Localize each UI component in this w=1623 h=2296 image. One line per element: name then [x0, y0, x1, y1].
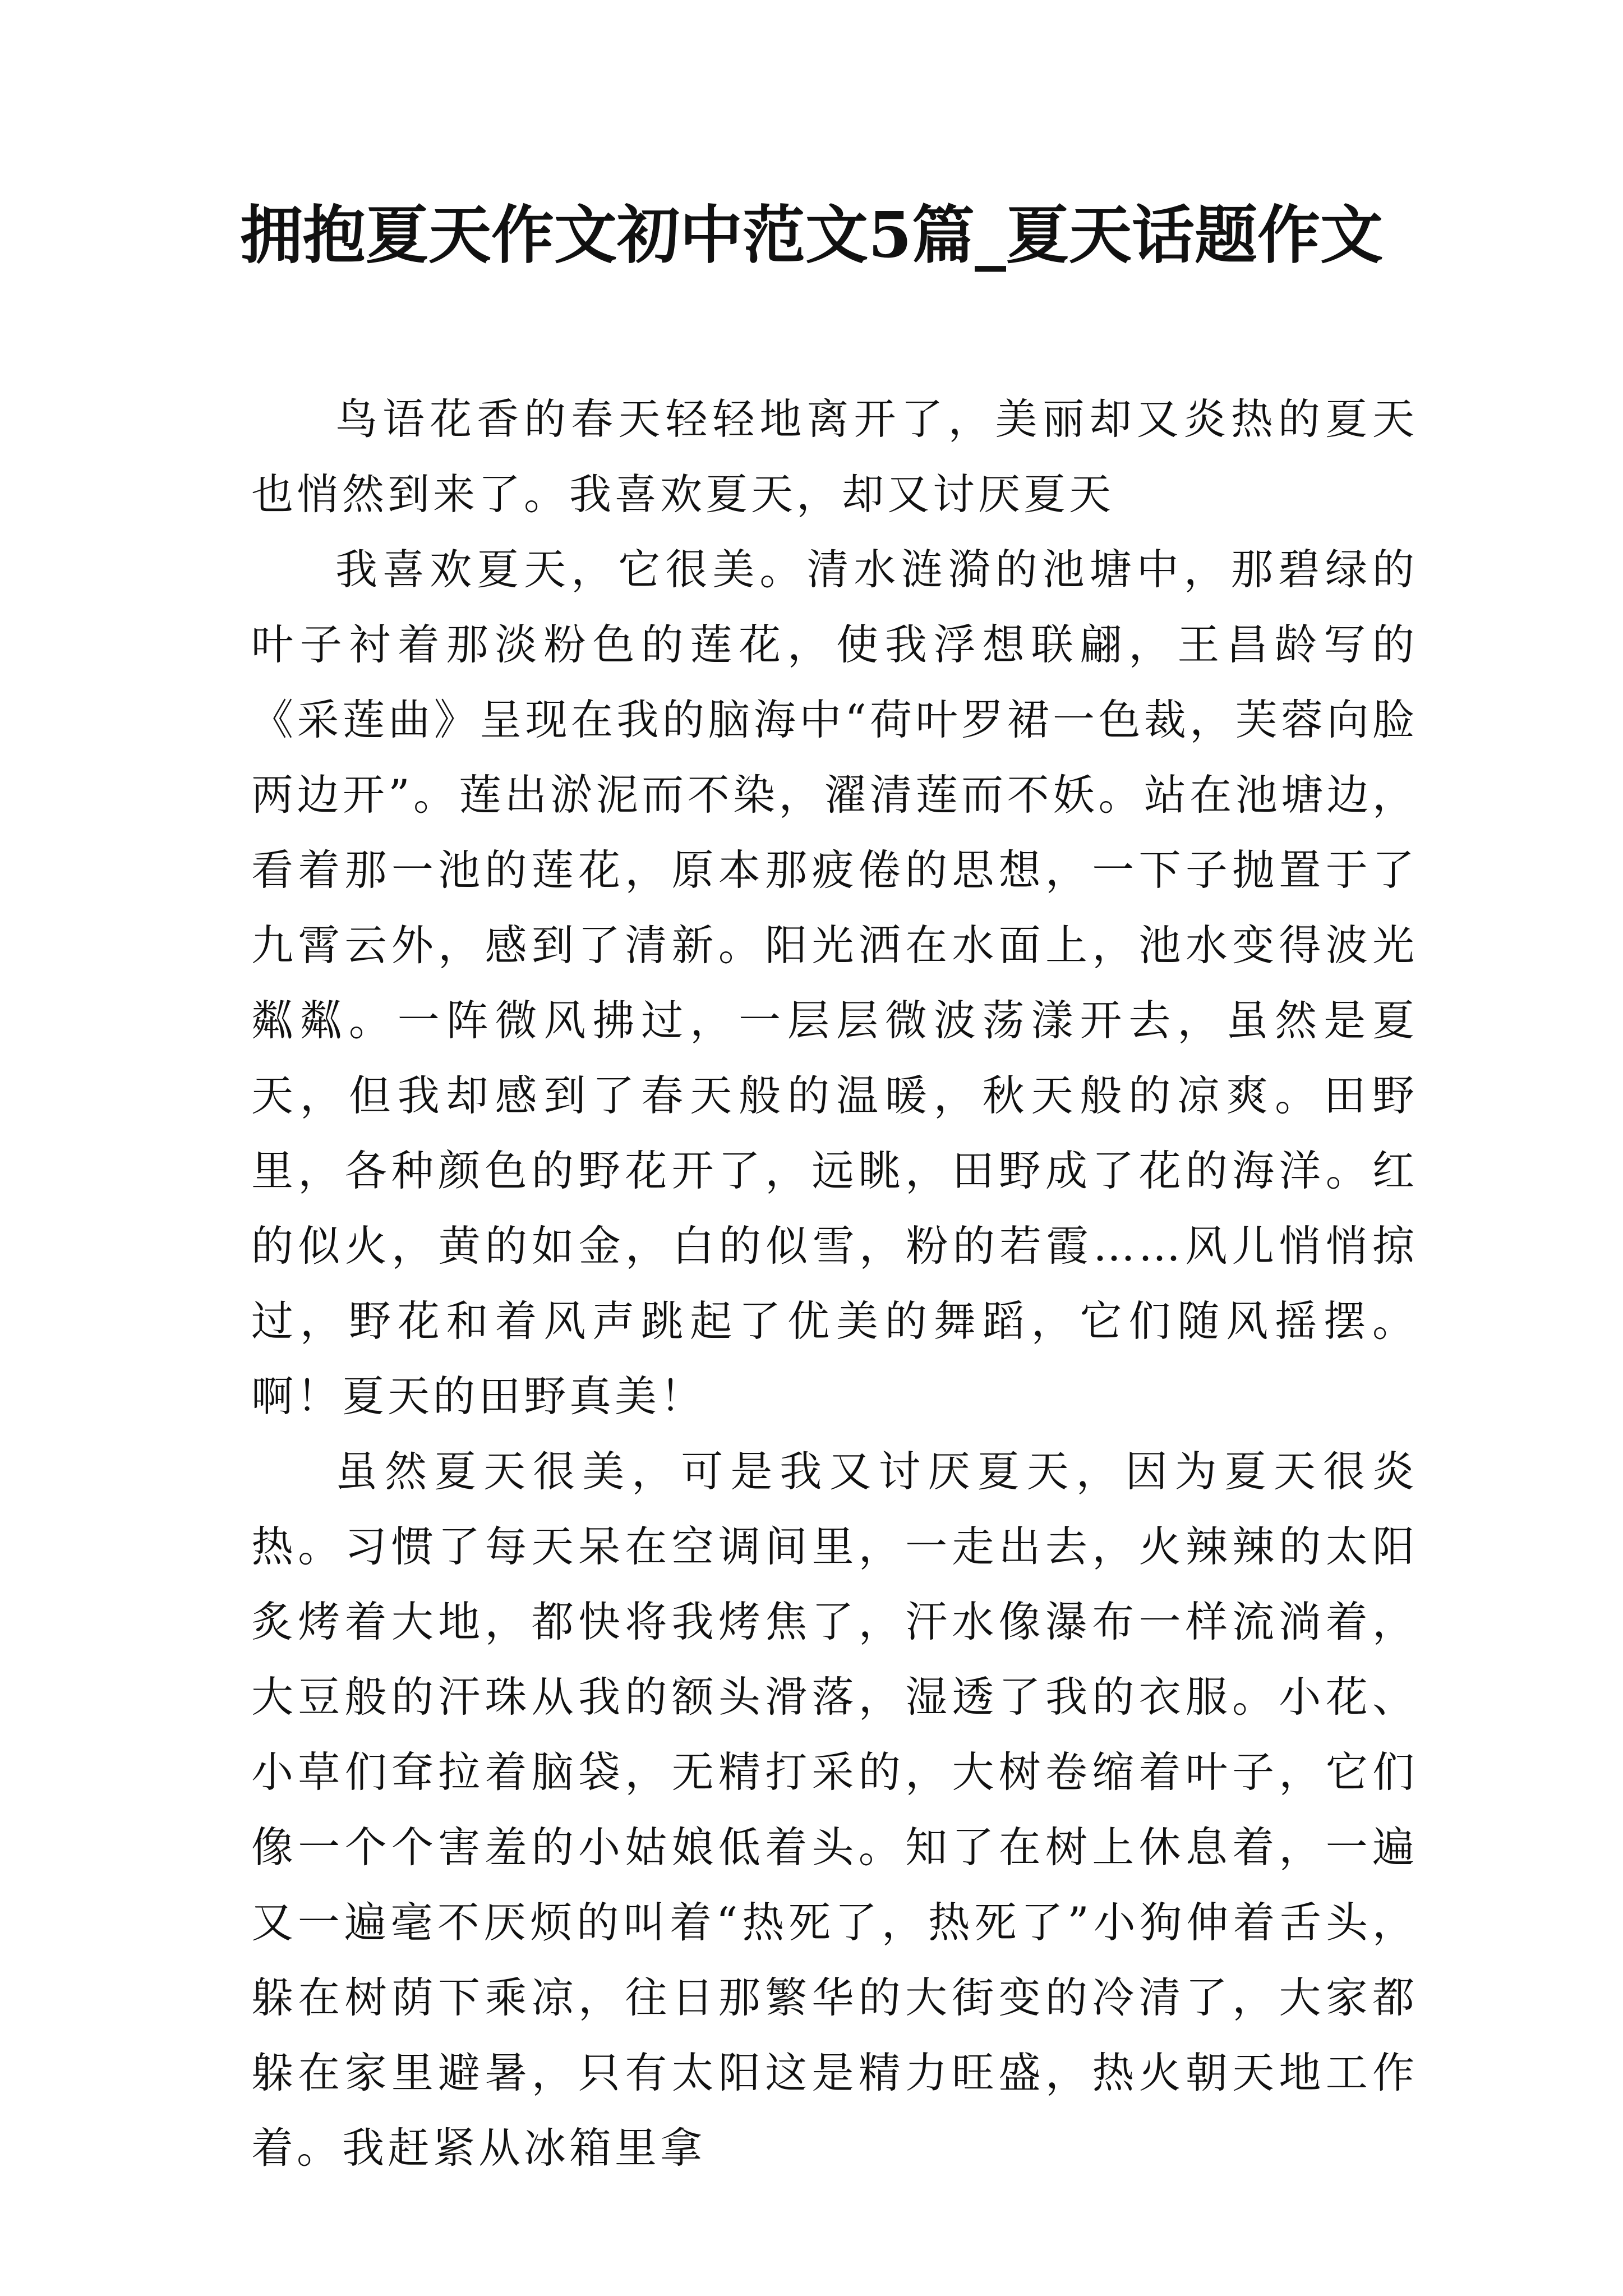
document-title: 拥抱夏天作文初中范文5篇_夏天话题作文 [240, 199, 1383, 272]
paragraph-2: 我喜欢夏天，它很美。清水涟漪的池塘中，那碧绿的叶子衬着那淡粉色的莲花，使我浮想联翩，王昌龄写的《采莲曲》呈现在我的脑海中“荷叶罗裙一色裁，芙蓉向脸两边开”。莲出淤泥而不染，濯清莲而不妖。站在池塘边，看着那一池的莲花，原本那疲倦的思想，一下子抛置于了九霄云外，感到了清新。阳光洒在水面上，池水变得波光粼粼。一阵微风拂过，一层层微波荡漾开去，虽然是夏天，但我却感到了春天般的温暖，秋天般的凉爽。田野里，各种颜色的野花开了，远眺，田野成了花的海洋。红的似火，黄的如金，白的似雪，粉的若霞……风儿悄悄掠过，野花和着风声跳起了优美的舞蹈，它们随风摇摆。啊！夏天的田野真美！ [251, 545, 1418, 1421]
document-body [251, 381, 1418, 2185]
paragraph-1: 鸟语花香的春天轻轻地离开了，美丽却又炎热的夏天也悄然到来了。我喜欢夏天，却又讨厌夏天 [251, 394, 1418, 519]
paragraph-3: 虽然夏天很美，可是我又讨厌夏天，因为夏天很炎热。习惯了每天呆在空调间里，一走出去，火辣辣的太阳炙烤着大地，都快将我烤焦了，汗水像瀑布一样流淌着，大豆般的汗珠从我的额头滑落，湿透了我的衣服。小花、小草们耷拉着脑袋，无精打采的，大树卷缩着叶子，它们像一个个害羞的小姑娘低着头。知了在树上休息着，一遍又一遍毫不厌烦的叫着“热死了，热死了”小狗伸着舌头，躲在树荫下乘凉，往日那繁华的大街变的冷清了，大家都躲在家里避暑，只有太阳这是精力旺盛，热火朝天地工作着。我赶紧从冰箱里拿 [251, 1447, 1418, 2173]
